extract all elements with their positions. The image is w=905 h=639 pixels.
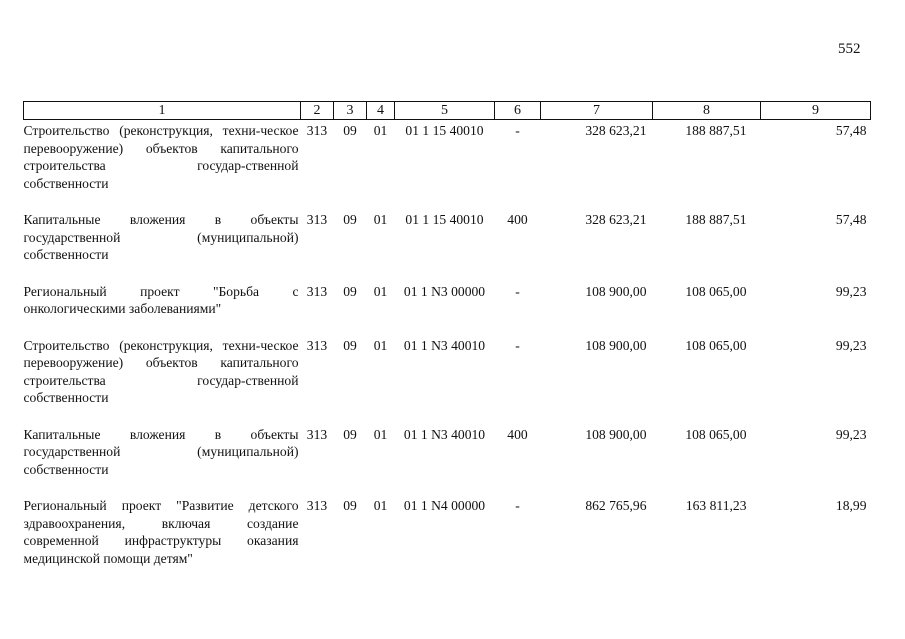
header-cell-4: 4 [367,102,395,120]
target-code: 01 1 N4 00000 [403,498,486,513]
target-code: 01 1 15 40010 [405,123,484,138]
col-3-value: 09 [343,337,357,353]
col-3-value: 09 [343,426,357,442]
execution-percent: 99,23 [835,283,867,299]
header-cell-2: 2 [301,102,334,120]
planned-amount: 108 900,00 [585,283,647,299]
planned-amount: 328 623,21 [585,212,647,227]
expense-type: 400 [507,212,528,227]
execution-percent: 99,23 [835,337,867,353]
col-4-value: 01 [373,123,388,138]
header-row [24,102,871,120]
actual-amount: 188 887,51 [685,123,747,138]
actual-amount: 108 065,00 [685,283,747,299]
target-code: 01 1 N3 00000 [403,283,486,299]
table-row [24,495,871,567]
table-row [24,209,871,264]
col-4-value: 01 [373,337,388,353]
header-cell-1: 1 [24,102,301,120]
col-4-value: 01 [373,212,388,227]
col-3-value: 09 [343,498,357,513]
item-name: Региональный проект "Борьба с онкологическими заболеваниями" [23,283,299,316]
planned-amount: 108 900,00 [585,337,647,353]
execution-percent: 99,23 [835,426,867,442]
header-cell-5: 5 [395,102,495,120]
item-name: Капитальные вложения в объекты государственной (муниципальной) собственности [23,212,299,262]
col-2-value: 313 [306,123,328,138]
actual-amount: 163 811,23 [685,498,747,513]
col-2-value: 313 [306,337,328,353]
header-cell-9: 9 [761,102,871,120]
planned-amount: 108 900,00 [585,426,647,442]
expense-type: - [515,123,520,138]
expense-type: - [515,337,520,353]
table-row [24,335,871,407]
actual-amount: 108 065,00 [685,337,747,353]
table-row [24,424,871,479]
item-name: Строительство (реконструкция, техни-ческое перевооружение) объектов капитального строительства государ-ственной собственности [23,337,299,405]
budget-table [23,101,871,567]
col-4-value: 01 [373,283,388,299]
col-3-value: 09 [343,283,357,299]
planned-amount: 328 623,21 [585,123,647,138]
col-2-value: 313 [306,498,328,513]
item-name: Региональный проект "Развитие детского здравоохранения, включая создание современной инфраструктуры оказания медицинской помощи детям" [23,498,299,566]
actual-amount: 188 887,51 [685,212,747,227]
table-row [24,281,871,318]
target-code: 01 1 N3 40010 [403,337,486,353]
target-code: 01 1 15 40010 [405,212,484,227]
actual-amount: 108 065,00 [685,426,747,442]
header-cell-3: 3 [334,102,367,120]
execution-percent: 57,48 [835,123,867,138]
col-3-value: 09 [343,123,357,138]
header-cell-6: 6 [495,102,541,120]
item-name: Строительство (реконструкция, техни-ческое перевооружение) объектов капитального строительства государ-ственной собственности [23,123,299,191]
col-2-value: 313 [306,426,328,442]
target-code: 01 1 N3 40010 [403,426,486,442]
col-2-value: 313 [306,283,328,299]
expense-type: - [515,283,520,299]
page-number: 552 [838,41,861,57]
expense-type: - [515,498,520,513]
item-name: Капитальные вложения в объекты государственной (муниципальной) собственности [23,426,299,477]
col-2-value: 313 [306,212,328,227]
header-cell-7: 7 [541,102,653,120]
header-cell-8: 8 [653,102,761,120]
col-4-value: 01 [373,426,388,442]
col-4-value: 01 [373,498,388,513]
execution-percent: 57,48 [835,212,867,227]
expense-type: 400 [507,426,528,442]
table-row [24,120,871,193]
col-3-value: 09 [343,212,357,227]
execution-percent: 18,99 [835,498,867,513]
planned-amount: 862 765,96 [585,498,647,513]
